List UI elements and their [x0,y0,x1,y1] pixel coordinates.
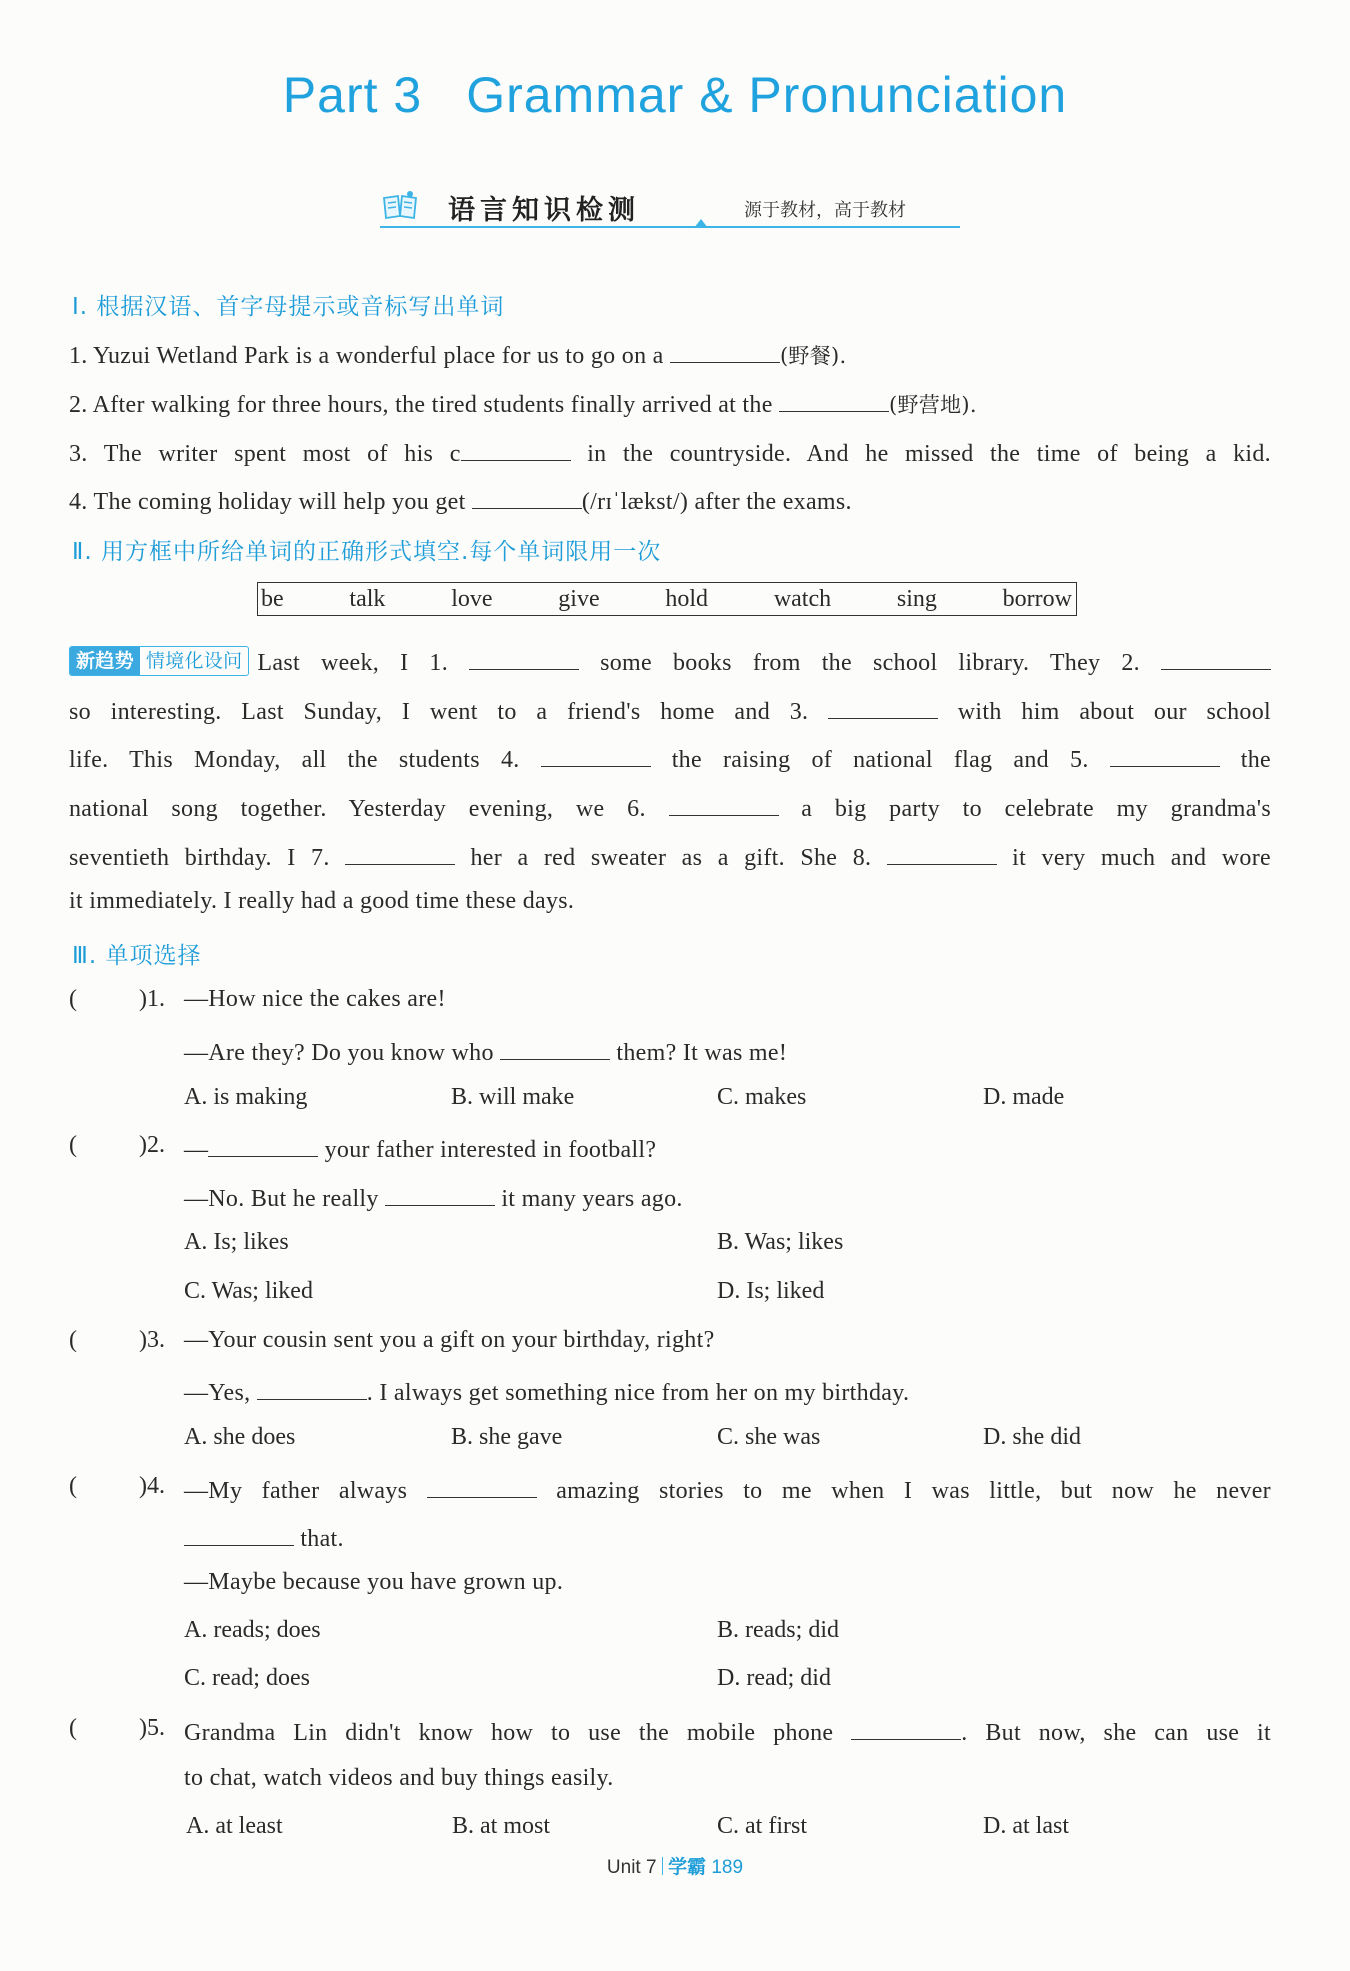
q1-number: )1. [139,986,165,1012]
blank-4[interactable] [541,742,651,767]
page-number: 189 [711,1857,744,1878]
answer-blank[interactable] [851,1715,961,1740]
word-sing: sing [896,585,937,612]
s1-question-4: 4. The coming holiday will help you get (/rɪˈlækst/) after the exams. [69,484,1271,516]
q2-option-a[interactable]: A. Is; likes [184,1229,289,1255]
q1-option-c[interactable]: C. makes [717,1084,807,1110]
q3-line-1: —Your cousin sent you a gift on your birthday, right? [184,1327,715,1353]
blank-1[interactable] [469,645,579,670]
q5-line-2: to chat, watch videos and buy things easily. [184,1765,614,1791]
q3-option-a[interactable]: A. she does [184,1424,296,1450]
answer-blank[interactable] [500,1035,610,1060]
word-box [257,582,1077,616]
q4-line-2: that. [184,1521,1271,1553]
passage-line-3: life. This Monday, all the students 4. the raising of national flag and 5. the [69,742,1271,774]
word-love: love [451,585,493,612]
section-2-heading: Ⅱ. 用方框中所给单词的正确形式填空.每个单词限用一次 [72,539,662,565]
passage-line-5: seventieth birthday. I 7. her a red sweater as a gift. She 8. it very much and wore [69,840,1271,872]
title-text: Grammar & Pronunciation [466,67,1068,123]
q4-number: )4. [139,1473,165,1499]
blank-5[interactable] [1110,742,1220,767]
answer-blank[interactable] [779,387,889,412]
answer-paren[interactable]: ( [69,1132,77,1158]
s1-question-2: 2. After walking for three hours, the tired students finally arrived at the (野营地). [69,387,1271,419]
q2-option-d[interactable]: D. Is; liked [717,1278,825,1304]
word-borrow: borrow [1002,585,1072,612]
answer-blank[interactable] [208,1132,318,1157]
word-talk: talk [349,585,386,612]
q3-option-d[interactable]: D. she did [983,1424,1081,1450]
section-banner [380,186,960,230]
word-give: give [558,585,600,612]
banner-title: 语言知识检测 [448,195,640,226]
answer-blank[interactable] [461,436,571,461]
q3-option-b[interactable]: B. she gave [451,1424,563,1450]
banner-subtitle: 源于教材，高于教材 [744,200,906,221]
answer-blank[interactable] [427,1473,537,1498]
passage-line-2: so interesting. Last Sunday, I went to a friend's home and 3. with him about our school [69,694,1271,726]
banner-rule [380,226,960,228]
q3-number: )3. [139,1327,165,1353]
q2-number: )2. [139,1132,165,1158]
blank-6[interactable] [669,791,779,816]
brand-label: 学霸 [668,1856,707,1878]
answer-blank[interactable] [385,1181,495,1206]
passage-line-6: it immediately. I really had a good time these days. [69,888,575,914]
part-label: Part 3 [282,67,423,123]
passage-line-1: 新趋势 情境化设问 Last week, I 1. some books from the school library. They 2. [69,645,1271,677]
q5-line-1: Grandma Lin didn't know how to use the mobile phone . But now, she can use it [184,1715,1271,1747]
q1-option-a[interactable]: A. is making [184,1084,308,1110]
word-be: be [261,585,284,612]
q3-option-c[interactable]: C. she was [717,1424,821,1450]
footer-divider [662,1857,664,1875]
q4-option-a[interactable]: A. reads; does [184,1617,321,1643]
answer-paren[interactable]: ( [69,1715,77,1741]
answer-blank[interactable] [670,338,780,363]
q5-option-c[interactable]: C. at first [717,1813,807,1839]
q1-line-2: —Are they? Do you know who them? It was me! [184,1035,1271,1067]
q2-option-c[interactable]: C. Was; liked [184,1278,313,1304]
q4-line-3: —Maybe because you have grown up. [184,1569,564,1595]
q4-option-c[interactable]: C. read; does [184,1665,310,1691]
word-watch: watch [773,585,832,612]
q5-number: )5. [139,1715,165,1741]
blank-2[interactable] [1161,645,1271,670]
q1-option-d[interactable]: D. made [983,1084,1065,1110]
word-hold: hold [665,585,709,612]
answer-paren[interactable]: ( [69,1473,77,1499]
section-3-heading: Ⅲ. 单项选择 [72,943,202,969]
q4-line-1: —My father always amazing stories to me when I was little, but now he never [184,1473,1271,1505]
q2-line-1: — your father interested in football? [184,1132,1271,1164]
answer-blank[interactable] [472,484,582,509]
q1-option-b[interactable]: B. will make [451,1084,575,1110]
answer-paren[interactable]: ( [69,1327,77,1353]
q1-line-1: —How nice the cakes are! [184,986,446,1012]
answer-blank[interactable] [184,1521,294,1546]
page-title [0,66,1350,124]
unit-label: Unit 7 [606,1857,657,1878]
q2-option-b[interactable]: B. Was; likes [717,1229,844,1255]
q2-line-2: —No. But he really it many years ago. [184,1181,1271,1213]
q4-option-d[interactable]: D. read; did [717,1665,831,1691]
answer-paren[interactable]: ( [69,986,77,1012]
page-footer [0,1852,1350,1879]
q3-line-2: —Yes, . I always get something nice from her on my birthday. [184,1375,1271,1407]
blank-8[interactable] [887,840,997,865]
q5-option-b[interactable]: B. at most [452,1813,551,1839]
blank-3[interactable] [828,694,938,719]
blank-7[interactable] [345,840,455,865]
answer-blank[interactable] [257,1375,367,1400]
s1-question-3: 3. The writer spent most of his c in the countryside. And he missed the time of being a kid. [69,436,1271,468]
passage-line-4: national song together. Yesterday evening, we 6. a big party to celebrate my grandma's [69,791,1271,823]
section-1-heading: Ⅰ. 根据汉语、首字母提示或音标写出单词 [72,294,505,320]
open-book-icon [382,190,418,222]
q4-option-b[interactable]: B. reads; did [717,1617,839,1643]
q5-option-a[interactable]: A. at least [186,1813,283,1839]
q5-option-d[interactable]: D. at last [983,1813,1069,1839]
trend-tag: 新趋势 情境化设问 [69,646,249,676]
s1-question-1: 1. Yuzui Wetland Park is a wonderful place for us to go on a (野餐). [69,338,1271,370]
